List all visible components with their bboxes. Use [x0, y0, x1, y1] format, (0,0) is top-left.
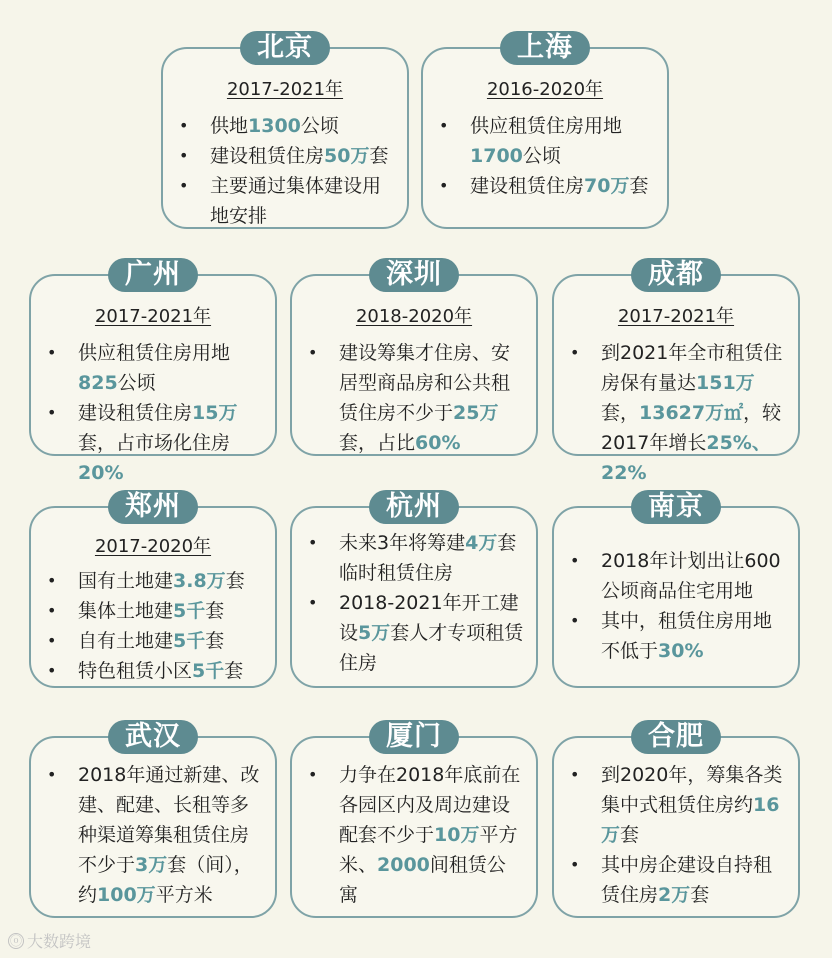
item-list	[302, 528, 524, 678]
item-text: 供应租赁住房用地	[78, 342, 231, 364]
item-list	[41, 338, 265, 488]
highlight-text: 151万	[696, 372, 755, 394]
item-text: 其中，租赁住房用地不低于	[601, 610, 773, 662]
list-item	[41, 760, 265, 910]
list-item	[41, 566, 265, 596]
period: 2018-2020年	[355, 306, 473, 327]
item-text: 套	[369, 145, 389, 167]
item-text: 公顷	[117, 372, 156, 394]
item-list	[433, 111, 655, 201]
list-item	[41, 626, 265, 656]
city-tag: 合肥	[631, 720, 721, 754]
item-text: 套	[224, 660, 244, 682]
item-text: 套	[690, 884, 710, 906]
item-text: 自有土地建	[78, 630, 174, 652]
card-shenzhen	[290, 259, 538, 456]
card-hefei	[552, 721, 800, 918]
watermark	[8, 929, 91, 952]
item-text: 间租赁公寓	[339, 854, 506, 906]
list-item	[41, 596, 265, 626]
list-item	[564, 850, 786, 910]
city-tag: 北京	[240, 31, 330, 65]
card-zhengzhou	[29, 491, 277, 688]
item-text: 建设租赁住房	[210, 145, 325, 167]
card-nanjing	[552, 491, 800, 688]
item-text: 2018年通过新建、改建、配建、长租等多种渠道筹集租赁住房不少于	[78, 764, 260, 876]
highlight-text: 2000	[377, 854, 430, 876]
list-item	[433, 111, 655, 171]
item-text: 套，	[601, 402, 640, 424]
highlight-text: 4万	[465, 532, 498, 554]
item-text: 力争在2018年底前在各园区内及周边建设配套不少于	[339, 764, 521, 846]
city-tag: 深圳	[369, 258, 459, 292]
period: 2017-2020年	[94, 536, 212, 557]
item-text: 套	[629, 175, 649, 197]
highlight-text: 3万	[135, 854, 168, 876]
item-text: 套，占市场化住房	[78, 432, 231, 454]
item-list	[173, 111, 395, 231]
watermark-text: 大数跨境	[27, 932, 92, 951]
highlight-text: 13627万㎡	[639, 402, 744, 424]
item-text: 供应租赁住房用地	[470, 115, 623, 137]
item-list	[41, 760, 265, 910]
highlight-text: 825	[78, 372, 118, 394]
city-tag: 杭州	[369, 490, 459, 524]
item-list	[302, 338, 526, 458]
highlight-text: 25万	[453, 402, 499, 424]
card-shanghai	[421, 32, 669, 229]
period: 2017-2021年	[226, 79, 344, 100]
city-tag: 上海	[500, 31, 590, 65]
item-text: 公顷	[522, 145, 561, 167]
item-text: 建设租赁住房	[470, 175, 585, 197]
city-tag: 武汉	[108, 720, 198, 754]
item-text: 集体土地建	[78, 600, 174, 622]
list-item	[302, 528, 524, 588]
city-tag: 广州	[108, 258, 198, 292]
highlight-text: 2万	[658, 884, 691, 906]
highlight-text: 1300	[248, 115, 301, 137]
highlight-text: 25%、22%	[601, 432, 771, 484]
list-item	[564, 338, 786, 488]
highlight-text: 5千	[192, 660, 225, 682]
item-text: 特色租赁小区	[78, 660, 193, 682]
city-tag: 成都	[631, 258, 721, 292]
item-text: 套（间），约	[78, 854, 253, 906]
item-text: 套人才专项租赁住房	[339, 622, 524, 674]
list-item	[564, 546, 786, 606]
item-text: 建设租赁住房	[78, 402, 193, 424]
highlight-text: 50万	[324, 145, 370, 167]
item-text: 主要通过集体建设用地安排	[210, 175, 382, 227]
list-item	[41, 398, 265, 488]
item-list	[41, 566, 265, 686]
item-text: 建设筹集才住房、安居型商品房和公共租赁住房不少于	[339, 342, 511, 424]
item-text: 套	[620, 824, 640, 846]
card-chengdu	[552, 259, 800, 484]
highlight-text: 70万	[584, 175, 630, 197]
list-item	[564, 606, 786, 666]
period: 2017-2021年	[94, 306, 212, 327]
highlight-text: 15万	[192, 402, 238, 424]
item-text: 套	[205, 600, 225, 622]
city-tag: 南京	[631, 490, 721, 524]
list-item	[173, 171, 395, 231]
highlight-text: 5千	[173, 630, 206, 652]
item-text: 套，占比	[339, 432, 416, 454]
highlight-text: 1700	[470, 145, 523, 167]
highlight-text: 30%	[658, 640, 704, 662]
highlight-text: 16万	[601, 794, 780, 846]
item-text: 国有土地建	[78, 570, 174, 592]
item-list	[564, 760, 786, 910]
highlight-text: 60%	[415, 432, 461, 454]
item-text: 套临时租赁住房	[339, 532, 517, 584]
city-tag: 厦门	[369, 720, 459, 754]
item-text: 其中房企建设自持租赁住房	[601, 854, 773, 906]
list-item	[41, 656, 265, 686]
list-item	[41, 338, 265, 398]
highlight-text: 20%	[78, 462, 124, 484]
highlight-text: 10万	[434, 824, 480, 846]
item-text: 到2021年全市租赁住房保有量达	[601, 342, 783, 394]
item-text: 平方米、	[339, 824, 518, 876]
period: 2017-2021年	[617, 306, 735, 327]
list-item	[302, 760, 522, 910]
list-item	[302, 338, 526, 458]
lion-logo-icon: ⓞ	[9, 933, 22, 948]
item-text: 到2020年，筹集各类集中式租赁住房约	[601, 764, 783, 816]
item-text: ，较2017年增长	[601, 402, 782, 454]
list-item	[173, 111, 395, 141]
item-text: 套	[225, 570, 245, 592]
item-text: 2018-2021年开工建设	[339, 592, 519, 644]
card-beijing	[161, 32, 409, 229]
list-item	[302, 588, 524, 678]
card-hangzhou	[290, 491, 538, 688]
card-xiamen	[290, 721, 538, 918]
highlight-text: 3.8万	[173, 570, 226, 592]
list-item	[564, 760, 786, 850]
period: 2016-2020年	[486, 79, 604, 100]
highlight-text: 5千	[173, 600, 206, 622]
list-item	[173, 141, 395, 171]
highlight-text: 100万	[97, 884, 156, 906]
card-guangzhou	[29, 259, 277, 484]
item-text: 2018年计划出让600公顷商品住宅用地	[601, 550, 781, 602]
item-text: 公顷	[300, 115, 339, 137]
item-text: 供地	[210, 115, 249, 137]
item-text: 套	[205, 630, 225, 652]
card-wuhan	[29, 721, 277, 918]
city-tag: 郑州	[108, 490, 198, 524]
item-list	[564, 338, 786, 488]
item-text: 未来3年将筹建	[339, 532, 466, 554]
item-list	[564, 546, 786, 666]
list-item	[433, 171, 655, 201]
item-list	[302, 760, 522, 910]
highlight-text: 5万	[358, 622, 391, 644]
item-text: 平方米	[155, 884, 213, 906]
